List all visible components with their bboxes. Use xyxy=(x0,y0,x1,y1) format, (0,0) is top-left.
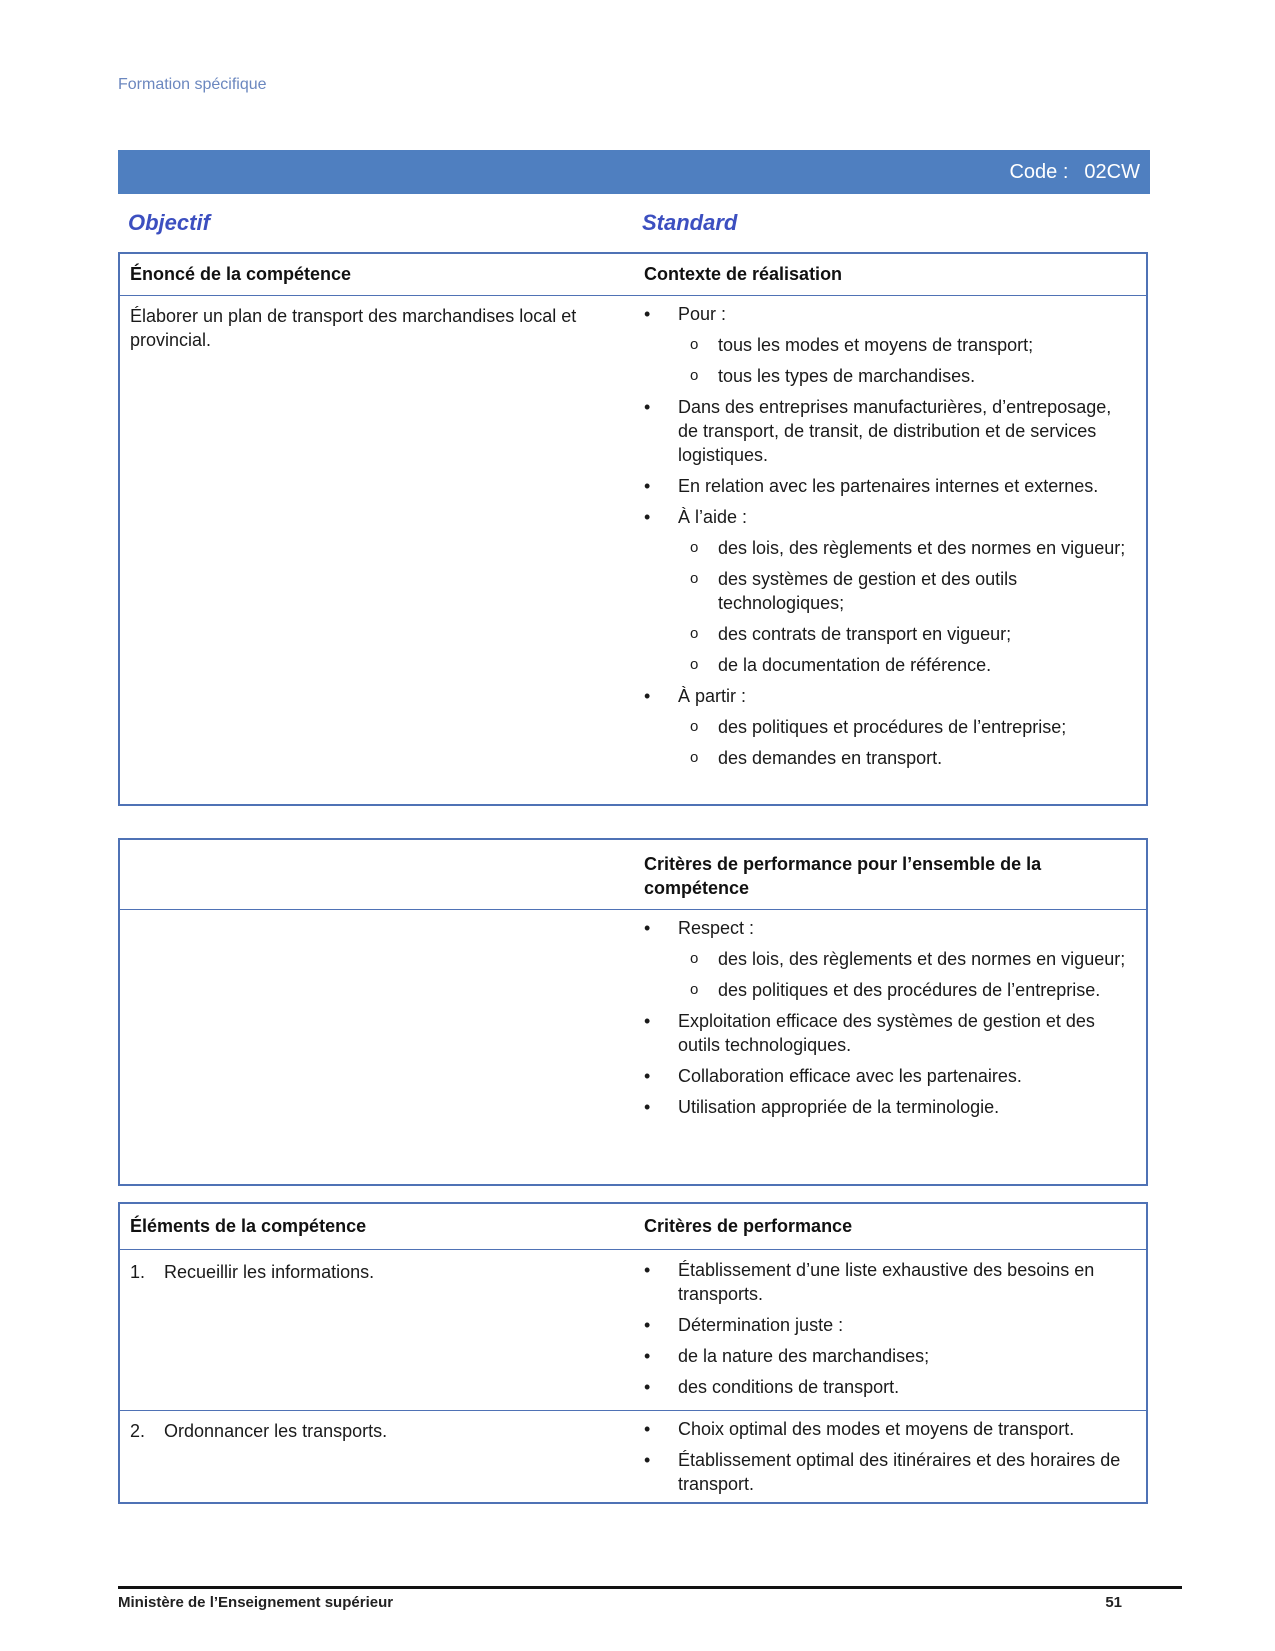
footer-divider xyxy=(118,1586,1182,1589)
list-item: • Établissement d’une liste exhaustive des besoins en transports. xyxy=(644,1258,1134,1306)
element-2-criteria xyxy=(644,1417,1134,1503)
element-number: 1. xyxy=(130,1262,146,1282)
footer-ministry: Ministère de l’Enseignement supérieur xyxy=(118,1594,394,1611)
contexte-header: Contexte de réalisation xyxy=(644,264,843,284)
enonce-header: Énoncé de la compétence xyxy=(130,264,352,284)
element-label: Ordonnancer les transports. xyxy=(164,1421,388,1441)
table-row xyxy=(120,296,1146,804)
code-value: 02CW xyxy=(1084,160,1140,183)
list-item: • À partir : xyxy=(644,684,1134,708)
table-row xyxy=(120,910,1146,1186)
list-item: o tous les modes et moyens de transport; xyxy=(644,333,1134,357)
standard-title: Standard xyxy=(642,210,738,235)
list-item: • Détermination juste : xyxy=(644,1313,1134,1337)
list-item: • de la nature des marchandises; xyxy=(644,1344,1134,1368)
list-item: • Respect : xyxy=(644,916,1134,940)
list-item: • Choix optimal des modes et moyens de transport. xyxy=(644,1417,1134,1441)
list-item: o des lois, des règlements et des normes en vigueur; xyxy=(644,947,1134,971)
overall-criteria-header: Critères de performance pour l’ensemble de la compétence xyxy=(644,854,1042,898)
column-titles xyxy=(128,210,1138,240)
document-header: Formation spécifique xyxy=(118,76,267,93)
element-1 xyxy=(130,1260,620,1284)
objectif-title: Objectif xyxy=(128,210,210,235)
element-1-criteria xyxy=(644,1258,1134,1406)
list-item: • Pour : xyxy=(644,302,1134,326)
code-label: Code : xyxy=(1009,160,1069,183)
page-number: 51 xyxy=(1105,1594,1122,1611)
list-item: o de la documentation de référence. xyxy=(644,653,1134,677)
table-header xyxy=(120,1204,1146,1250)
table-row xyxy=(120,1250,1146,1410)
table-row xyxy=(120,1410,1146,1502)
contexte-list xyxy=(644,302,1134,777)
list-item: o des politiques et des procédures de l’entreprise. xyxy=(644,978,1134,1002)
list-item: o des demandes en transport. xyxy=(644,746,1134,770)
table-header xyxy=(120,254,1146,296)
code-banner xyxy=(118,150,1150,194)
element-number: 2. xyxy=(130,1421,146,1441)
elements-header: Éléments de la compétence xyxy=(130,1216,367,1236)
overall-criteria-list xyxy=(644,916,1134,1126)
list-item: o des politiques et procédures de l’entreprise; xyxy=(644,715,1134,739)
competence-context-table xyxy=(118,252,1148,806)
list-item: • des conditions de transport. xyxy=(644,1375,1134,1399)
list-item: • Collaboration efficace avec les partenaires. xyxy=(644,1064,1134,1088)
element-label: Recueillir les informations. xyxy=(164,1262,375,1282)
list-item: o tous les types de marchandises. xyxy=(644,364,1134,388)
list-item: o des contrats de transport en vigueur; xyxy=(644,622,1134,646)
enonce-text: Élaborer un plan de transport des marchandises local et provincial. xyxy=(130,306,577,350)
list-item: • Dans des entreprises manufacturières, d’entreposage, de transport, de transit, de distribution et de services logistiques. xyxy=(644,395,1134,467)
overall-criteria-table xyxy=(118,838,1148,1186)
list-item: o des systèmes de gestion et des outils technologiques; xyxy=(644,567,1134,615)
list-item: • Utilisation appropriée de la terminologie. xyxy=(644,1095,1134,1119)
elements-criteria-table xyxy=(118,1202,1148,1504)
list-item: • Exploitation efficace des systèmes de gestion et des outils technologiques. xyxy=(644,1009,1134,1057)
criteria-header: Critères de performance xyxy=(644,1216,853,1236)
list-item: • À l’aide : xyxy=(644,505,1134,529)
list-item: • Établissement optimal des itinéraires et des horaires de transport. xyxy=(644,1448,1134,1496)
element-2 xyxy=(130,1419,620,1443)
list-item: • En relation avec les partenaires internes et externes. xyxy=(644,474,1134,498)
table-header xyxy=(120,840,1146,910)
document-footer xyxy=(118,1594,1122,1611)
list-item: o des lois, des règlements et des normes en vigueur; xyxy=(644,536,1134,560)
